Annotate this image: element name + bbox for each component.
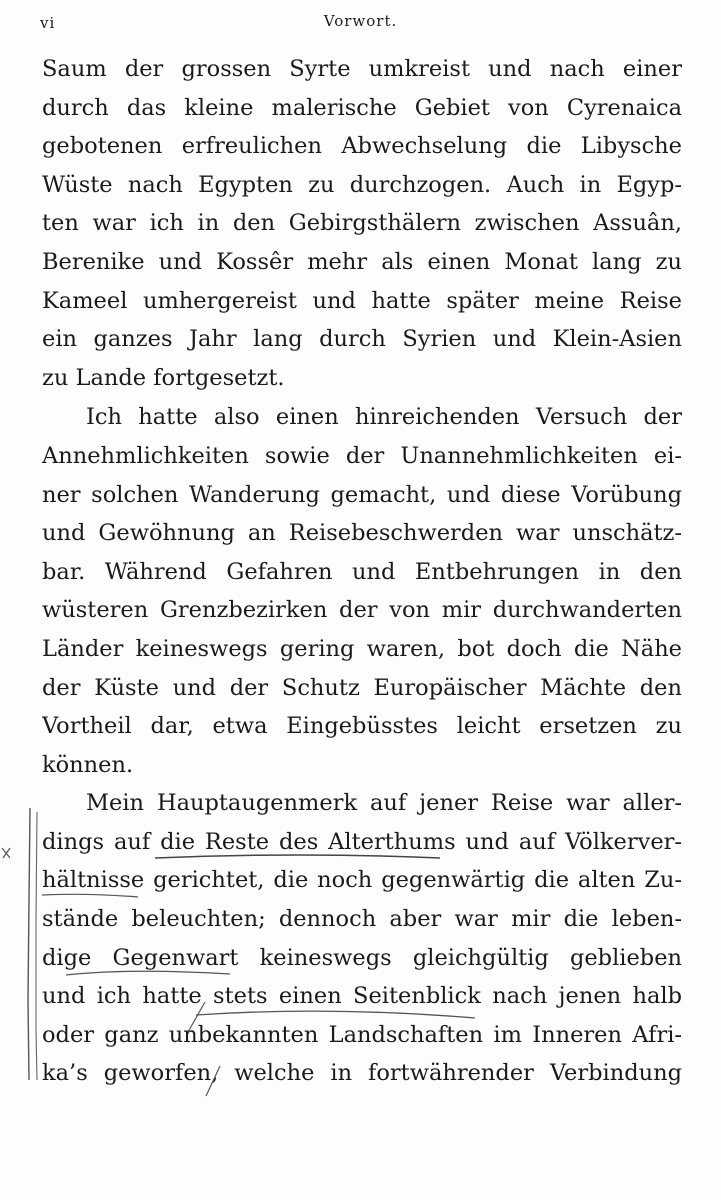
text-line: dings auf die Reste des Alterthums und auf Völkerver-	[42, 828, 682, 855]
text-line: bar. Während Gefahren und Entbehrungen in den	[42, 558, 682, 585]
text-line: Kameel umhergereist und hatte später meine Reise	[42, 287, 682, 314]
text-line: Vortheil dar, etwa Eingebüsstes leicht ersetzen zu	[42, 713, 682, 740]
text-line: Wüste nach Egypten zu durchzogen. Auch in Egyp-	[42, 171, 682, 198]
text-line: Saum der grossen Syrte umkreist und nach einer	[42, 56, 682, 82]
paragraph-3	[42, 784, 682, 1093]
text-line: hältnisse gerichtet, die noch gegenwärtig die alten Zu-	[42, 867, 682, 894]
paragraph-2	[42, 398, 682, 784]
text-line: können.	[42, 751, 134, 778]
x-mark-icon	[2, 848, 10, 858]
text-line: wüsteren Grenzbezirken der von mir durchwanderten	[42, 597, 682, 624]
text-line: ka’s geworfen, welche in fortwährender Verbindung	[42, 1060, 682, 1087]
text-line: stände beleuchten; dennoch aber war mir die leben-	[42, 906, 682, 933]
running-head: Vorwort.	[323, 12, 398, 30]
text-line: ner solchen Wanderung gemacht, und diese Vorübung	[42, 481, 682, 508]
text-line: gebotenen erfreulichen Abwechselung die Libysche	[42, 133, 682, 160]
page-header	[0, 10, 721, 34]
text-line: durch das kleine malerische Gebiet von Cyrenaica	[42, 94, 682, 121]
text-line: Ich hatte also einen hinreichenden Versuch der	[86, 404, 682, 431]
page-body	[42, 50, 682, 1093]
text-line: Mein Hauptaugenmerk auf jener Reise war aller-	[86, 790, 682, 817]
text-line: der Küste und der Schutz Europäischer Mächte den	[42, 674, 682, 701]
text-line: und Gewöhnung an Reisebeschwerden war unschätz-	[42, 520, 682, 547]
text-line: ein ganzes Jahr lang durch Syrien und Klein-Asien	[42, 326, 682, 353]
margin-line-icon	[36, 812, 37, 1080]
text-line: oder ganz unbekannten Landschaften im Inneren Afri-	[42, 1021, 682, 1048]
page-number: vi	[40, 14, 56, 32]
text-line: Annehmlichkeiten sowie der Unannehmlichkeiten ei-	[42, 442, 682, 469]
paragraph-1	[42, 50, 682, 397]
margin-line-icon	[28, 808, 30, 1080]
text-line: und ich hatte stets einen Seitenblick nach jenen halb	[42, 983, 682, 1010]
text-line: Berenike und Kossêr mehr als einen Monat lang zu	[42, 248, 682, 275]
text-line: ten war ich in den Gebirgsthälern zwischen Assuân,	[42, 210, 682, 237]
text-line: dige Gegenwart keineswegs gleichgültig geblieben	[42, 944, 682, 971]
text-line: Länder keineswegs gering waren, bot doch die Nähe	[42, 635, 682, 662]
text-line: zu Lande fortgesetzt.	[42, 364, 285, 391]
